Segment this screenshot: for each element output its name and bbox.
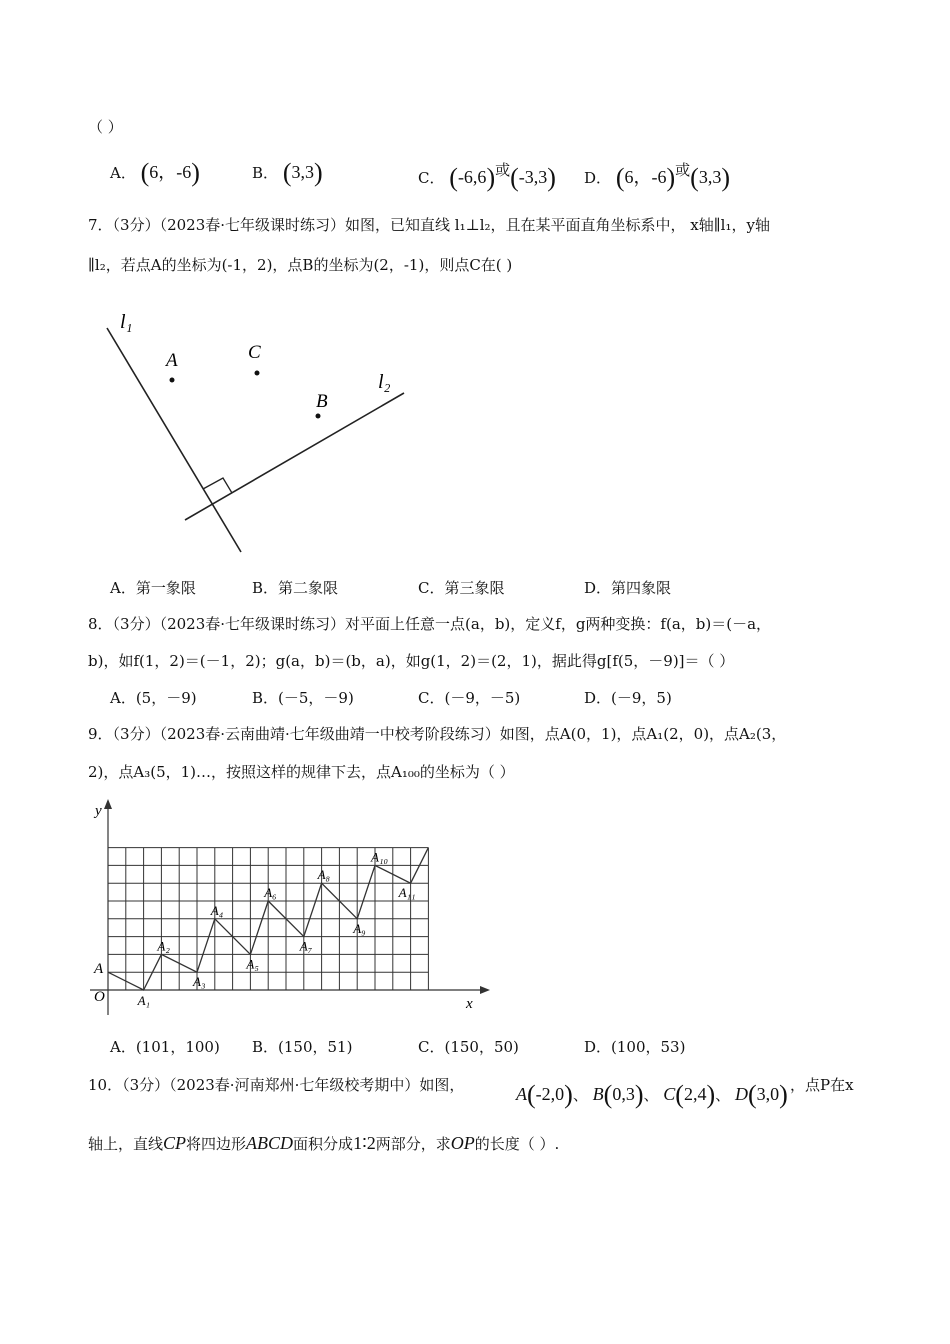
q6-option-d-value2: 3,3 [698, 167, 722, 187]
q10-points: A(-2,0)、 B(0,3)、 C(2,4)、 D(3,0) [516, 1080, 788, 1109]
q7-stem-line1: 7．（3分）（2023春·七年级课时练习）如图，已知直线 l₁⊥l₂，且在某平面直角坐标系中， x轴∥l₁，y轴 [88, 216, 770, 234]
q10-segment-op: OP [450, 1133, 475, 1153]
point-label: A₄ [210, 902, 224, 918]
q10-ratio: 1∶2 [353, 1133, 376, 1153]
q10-stem-line2 [88, 1133, 559, 1154]
y-axis-arrow [104, 799, 112, 809]
label-a: A [166, 350, 178, 371]
q10-stem-tail: ，点P在x [790, 1076, 854, 1094]
q6-option-c-or: 或 [495, 161, 511, 179]
point-label: A₉ [353, 920, 366, 936]
q6-option-c-label: C． [418, 169, 445, 187]
q6-option-a-value: 6，-6 [149, 162, 192, 182]
q6-option-c-value1: -6,6 [457, 167, 487, 187]
point-label: A₁₀ [371, 849, 388, 865]
q10-text-b: 将四边形 [186, 1135, 247, 1153]
q7-option-a[interactable]: A．第一象限 [110, 579, 196, 597]
q7-option-d[interactable]: D．第四象限 [584, 579, 672, 597]
q10-point-a: A [516, 1084, 527, 1104]
q9-option-a[interactable]: A．(101，100) [110, 1038, 220, 1056]
q6-option-a-label: A． [110, 164, 136, 182]
label-l2: l₂ [378, 371, 391, 393]
label-l1: l₁ [120, 311, 133, 333]
grid [108, 848, 428, 990]
point-label: A₂ [157, 938, 170, 954]
origin-label: O [94, 989, 105, 1005]
q7-option-b[interactable]: B．第二象限 [252, 579, 339, 597]
q10-sep-2: 、 [643, 1086, 659, 1104]
label-b: B [316, 391, 328, 412]
q9-option-c[interactable]: C．(150，50) [418, 1038, 519, 1056]
q8-option-b[interactable]: B．(－5，－9) [252, 689, 354, 707]
q6-option-b-value: 3,3 [291, 162, 314, 182]
point-c [255, 371, 260, 376]
q10-point-c: C [663, 1084, 676, 1104]
q6-option-d-label: D． [584, 169, 612, 187]
q8-option-c[interactable]: C．(－9，－5) [418, 689, 521, 707]
q9-stem-line1: 9．（3分）（2023春·云南曲靖·七年级曲靖一中校考阶段练习）如图，点A(0，1)，点A₁(2，0)，点A₂(3， [88, 725, 787, 743]
q10-sep-3: 、 [715, 1086, 731, 1104]
x-axis-arrow [480, 986, 490, 994]
point-label: A₁ [137, 993, 151, 1008]
point-label: A₇ [299, 938, 313, 954]
q8-option-a[interactable]: A．(5，－9) [110, 689, 197, 707]
q9-figure [88, 795, 498, 1025]
line-l2 [185, 393, 404, 520]
x-axis-label: x [466, 996, 473, 1012]
q10-point-d: D [734, 1084, 748, 1104]
q10-stem-line1: 10．（3分）（2023春·河南郑州·七年级校考期中）如图， [88, 1076, 465, 1094]
q9-option-d[interactable]: D．(100，53) [584, 1038, 686, 1056]
q7-figure [90, 300, 420, 560]
q10-point-b: B [592, 1084, 604, 1104]
q6-option-c[interactable]: C． (-6,6)或(-3,3) [418, 161, 556, 192]
q7-stem-line2: ∥l₂，若点A的坐标为(-1，2)，点B的坐标为(2，-1)，则点C在( ) [88, 256, 513, 274]
q7-option-c[interactable]: C．第三象限 [418, 579, 505, 597]
q10-quad-abcd: ABCD [246, 1133, 294, 1153]
y-axis-label: y [95, 803, 102, 819]
q8-option-d[interactable]: D．(－9，5) [584, 689, 672, 707]
q6-option-b-label: B． [252, 164, 279, 182]
point-a [170, 378, 175, 383]
q10-text-d: 两部分，求 [375, 1135, 451, 1153]
point-label: A₈ [317, 867, 331, 883]
q9-option-b[interactable]: B．(150，51) [252, 1038, 353, 1056]
q6-option-d[interactable]: D． (6，-6)或(3,3) [584, 161, 731, 192]
q6-option-a[interactable]: A． (6，-6) [110, 158, 200, 187]
q10-point-a-value: -2,0 [535, 1084, 565, 1104]
q6-option-d-or: 或 [675, 161, 691, 179]
q6-answer-paren: （ ） [88, 118, 123, 136]
q10-point-d-value: 3,0 [756, 1084, 780, 1104]
q10-sep-1: 、 [572, 1086, 588, 1104]
point-b [316, 414, 321, 419]
q10-text-c: 面积分成 [293, 1135, 354, 1153]
q10-point-b-value: 0,3 [612, 1084, 635, 1104]
point-label: A₁₁ [398, 885, 416, 901]
q9-stem-line2: 2)，点A₃(5，1)…，按照这样的规律下去，点A₁₀₀的坐标为（ ） [88, 763, 515, 781]
q10-text-a: 轴上，直线 [88, 1135, 164, 1153]
q6-option-c-value2: -3,3 [518, 167, 548, 187]
q8-stem-line1: 8．（3分）（2023春·七年级课时练习）对平面上任意一点(a，b)，定义f，g两种变换：f(a，b)＝(－a， [88, 615, 772, 633]
point-label: A₃ [193, 974, 206, 990]
label-c: C [248, 342, 261, 363]
q10-line-cp: CP [163, 1133, 187, 1153]
point-label: A₆ [264, 885, 277, 900]
q8-stem-line2: b)，如f(1，2)＝(－1，2)；g(a，b)＝(b，a)，如g(1，2)＝(2，1)，据此得g[f(5，－9)]＝（ ） [88, 652, 735, 670]
q6-option-d-value1: 6，-6 [624, 167, 667, 187]
point-label: A₅ [246, 956, 259, 972]
q10-point-c-value: 2,4 [683, 1084, 707, 1104]
point-a-label: A [94, 961, 104, 977]
q6-option-b[interactable]: B． (3,3) [252, 158, 323, 187]
right-angle-mark [203, 478, 232, 493]
q10-text-e: 的长度（ ）. [474, 1135, 560, 1153]
